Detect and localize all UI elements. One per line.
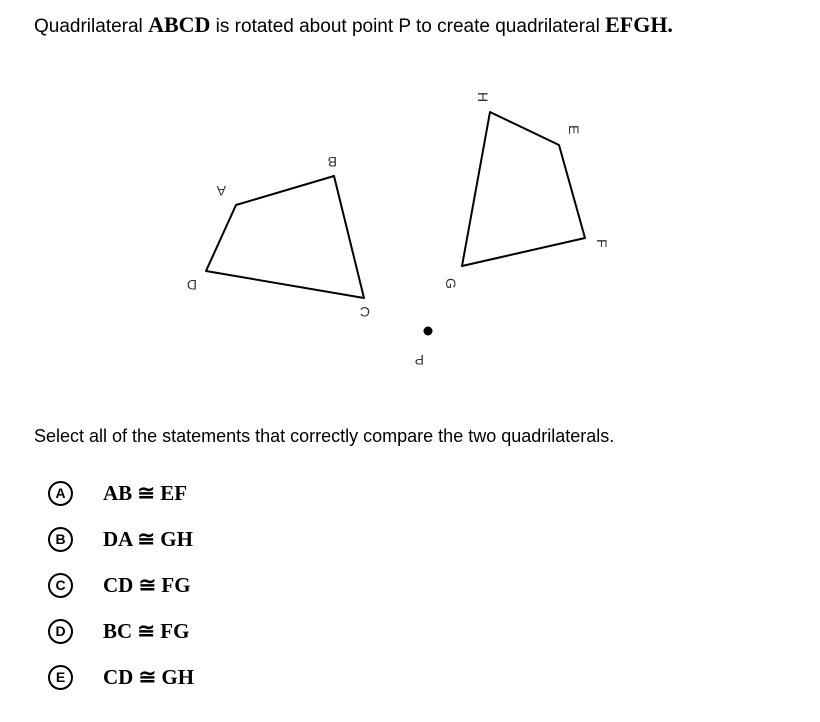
choice-d-bubble[interactable]: D [48, 619, 73, 644]
quadrilateral-abcd [206, 176, 364, 298]
choice-c[interactable] [48, 570, 191, 600]
choice-e[interactable] [48, 662, 194, 692]
vertex-label-a: A [216, 183, 226, 199]
choice-a-bubble[interactable]: A [48, 481, 73, 506]
choice-b-text: DA ≅ GH [103, 526, 193, 551]
choice-c-text: CD ≅ FG [103, 572, 191, 597]
choice-b-bubble[interactable]: B [48, 527, 73, 552]
choice-a[interactable] [48, 478, 187, 508]
choice-d-text: BC ≅ FG [103, 618, 190, 643]
question-middle: is rotated about point P to create quadrilateral [210, 16, 606, 37]
quadrilateral-efgh [462, 112, 585, 266]
choice-e-bubble[interactable]: E [48, 665, 73, 690]
vertex-label-c: C [359, 304, 370, 320]
choice-b[interactable] [48, 524, 193, 554]
choice-e-text: CD ≅ GH [103, 664, 195, 689]
instruction-text: Select all of the statements that correctly compare the two quadrilaterals. [34, 426, 615, 446]
vertex-label-g: G [443, 278, 459, 289]
choice-a-text: AB ≅ EF [103, 480, 188, 505]
quadrilateral-abcd-label: ABCD [148, 12, 211, 37]
vertex-label-d: D [186, 277, 197, 293]
point-label-p: P [414, 352, 424, 368]
quadrilateral-efgh-label: EFGH. [605, 12, 673, 37]
vertex-label-f: F [594, 239, 610, 248]
choice-d[interactable] [48, 616, 189, 646]
vertex-label-h: H [475, 92, 491, 103]
vertex-label-b: B [327, 154, 337, 170]
question-prefix: Quadrilateral [34, 16, 149, 37]
center-point-p [424, 327, 433, 336]
vertex-label-e: E [566, 125, 582, 135]
choice-c-bubble[interactable]: C [48, 573, 73, 598]
